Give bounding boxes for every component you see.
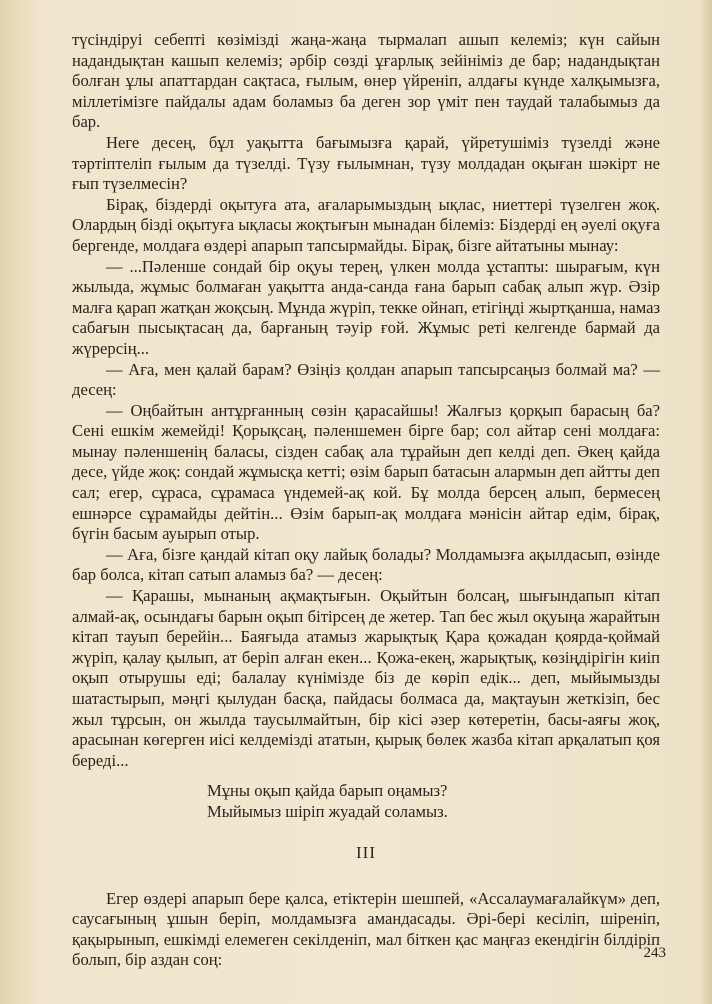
page-number: 243 (643, 945, 666, 961)
paragraph: — Аға, бізге қандай кітап оқу лайық болады? Молдамызға ақылдасып, өзінде бар болса, кітап сатып аламыз ба? — десең: (72, 544, 660, 585)
paragraph: — ...Пәленше сондай бір оқуы терең, үлкен молда ұстапты: шырағым, күн жылыда, жұмыс болмаған уақытта анда-санда ғана барып сабақ алып жүр. Әзір малға қарап жатқан жоқсың. Мұнда жүріп, текке ойнап, етігіңді жыртқанша, намаз сабағын пысықтасаң да, барғаның тәуір ғой. Жұмыс реті келгенде бармай да жүрерсің... (72, 256, 660, 358)
paragraph: түсіндіруі себепті көзімізді жаңа-жаңа тырмалап ашып келеміз; күн сайын надандықтан кашып келеміз; әрбір сөзді ұғарлық зейініміз де бар; надандықтан болған ұлы апаттардан сақтаса, ғылым, өнер үйреніп, алдағы күнде халқымызға, міллетімізге пайдалы адам боламыз ба деген зор үміт пен таудай талабымыз да бар. (72, 30, 660, 132)
closing-text (72, 889, 660, 971)
paragraph: — Қарашы, мынаның ақмақтығын. Оқыйтын болсаң, шығындапып кітап алмай-ақ, осындағы барын оқып бітірсең де жетер. Тап бес жыл оқуыңа жарайтын кітап тауып берейін... Баяғыда атамыз жарықтық Қара қожадан қоярда-қоймай жүріп, қалау қылып, ат беріп алған екен... Қожа-екең, жарықтық, көзіңдірігін киіп оқып отырушы еді; балалау күнімізде біз де көріп едік... деп, мыйымызды шатастырып, мәңгі қылудан басқа, пайдасы болмаса да, мақтауын жеткізіп, бес жыл тұрсын, он жылда таусылмайтын, бір кісі әзер көтеретін, басы-аяғы жоқ, арасынан көгерген иісі келдемізді ататын, қырық бөлек жазба кітап арқалатып қоя береді... (72, 586, 660, 770)
paragraph: Неге десең, бұл уақытта бағымызға қарай, үйретушіміз түзелді және тәртіптеліп ғылым да түзелді. Түзу ғылымнан, түзу молдадан оқыған шәкірт не ғып түзелмесін? (72, 132, 660, 194)
section-number: III (356, 842, 376, 862)
verse-line: Мыйымыз шіріп жуадай соламыз. (207, 801, 448, 821)
body-text (72, 30, 660, 771)
paragraph: — Оңбайтын антұрғанның сөзін қарасайшы! Жалғыз қорқып барасың ба? Сені ешкім жемейді! Қорықсаң, пәленшемен бірге бар; сол айтар сені молдаға: мынау пәленшенің баласы, сізден сабақ ала тұрайын деп келді деп. Әкең қайда десе, үйде жоқ: сондай жұмысқа кетті; өзім барып батасын алармын деп айтты деп сал; егер, сұраса, сұрамаса үндемей-ақ кой. Бұ молда берсең алып, бермесең ешнәрсе сұрамайды дейтін... Өзім барып-ақ молдаға мәнісін айтар едім, бірақ, бүгін басым ауырып отыр. (72, 400, 660, 544)
paragraph: Егер өздері апарып бере қалса, етіктерін шешпей, «Ассалаумағалайкүм» деп, саусағының ұшын беріп, молдамызға амандасады. Әрі-бері кесіліп, шіреніп, қақырынып, ешкімді елемеген секілденіп, мал біткен қас маңғаз екендігін білдіріп болып, бір аздан соң: (72, 888, 660, 970)
paragraph: — Аға, мен қалай барам? Өзіңіз қолдан апарып тапсырсаңыз болмай ма? — десең: (72, 359, 660, 400)
verse-block (72, 781, 660, 822)
verse-line: Мұны оқып қайда барып оңамыз? (207, 781, 448, 801)
paragraph: Бірақ, біздерді оқытуға ата, ағаларымыздың ықлас, ниеттері түзелген жоқ. Олардың бізді оқытуға ықласы жоқтығын мынадан білеміз: Біздерді ең әуелі оқуға бергенде, молдаға өздері апарып тапсырмайды. Бірақ, бізге айтатыны мынау: (72, 194, 660, 255)
